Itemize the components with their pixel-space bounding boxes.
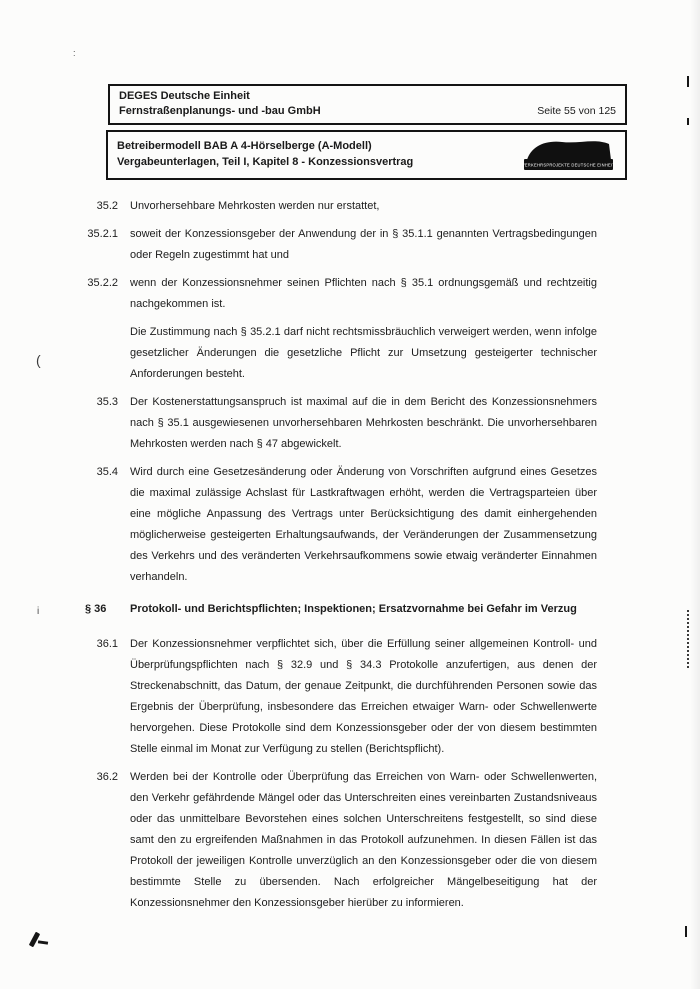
section-number: 35.2.1 — [87, 228, 118, 240]
scan-artifact: : — [73, 48, 76, 58]
section-text: soweit der Konzessionsgeber der Anwendung der in § 35.1.1 genannten Vertragsbedingungen oder Regeln zugestimmt hat und — [130, 228, 597, 261]
scan-artifact — [685, 926, 687, 937]
doc-title-line2: Vergabeunterlagen, Teil I, Kapitel 8 - Konzessionsvertrag — [117, 156, 414, 168]
scan-artifact — [687, 610, 689, 668]
paragraph-36-1 — [85, 634, 597, 760]
section-number: 36.1 — [96, 638, 118, 650]
section-heading-text: Protokoll- und Berichtspflichten; Inspektionen; Ersatzvornahme bei Gefahr im Verzug — [130, 603, 577, 615]
company-name-line1: DEGES Deutsche Einheit — [119, 90, 250, 102]
scan-artifact — [38, 940, 48, 944]
scan-artifact: i — [37, 606, 40, 617]
paragraph-unnumbered — [85, 322, 597, 385]
logo-caption: VERKEHRSPROJEKTE DEUTSCHE EINHEIT — [522, 162, 616, 168]
scan-edge-shading — [690, 0, 700, 989]
header-title-box — [106, 130, 627, 180]
section-text: Werden bei der Kontrolle oder Überprüfung das Erreichen von Warn- oder Schwellenwerten, den Verkehr gefährdende Mängel oder das Unterschreiten eines vereinbarten Zustandsniveaus oder das unmittelbare Bevorstehen eines solchen Unterschreitens festgestellt, so sind diese samt den zu ergreifenden Maßnahmen in das Protokoll aufzunehmen. In diesen Fällen ist das Protokoll der jeweiligen Kontrolle unverzüglich an den Konzessionsgeber oder die von diesem bestimmte Stelle zu übersenden. Nach erfolgreicher Mängelbeseitigung hat der Konzessionsnehmer den Konzessionsgeber hierüber zu informieren. — [130, 771, 597, 909]
section-text: Der Konzessionsnehmer verpflichtet sich, über die Erfüllung seiner allgemeinen Kontroll- und Überprüfungspflichten nach § 32.9 und § 34.3 Protokolle anzufertigen, aus denen der Streckenabschnitt, das Datum, der genaue Zeitpunkt, die durchführenden Personen sowie das Ergebnis der Überprüfung, insbesondere das Erreichen etwaiger Warn- oder Schwellenwerte hervorgehen. Diese Protokolle sind dem Konzessionsgeber oder der von diesem bestimmten Stelle einmal im Monat zur Verfügung zu stellen (Berichtspflicht). — [130, 638, 597, 755]
company-name-line2: Fernstraßenplanungs- und -bau GmbH — [119, 105, 321, 117]
section-text: wenn der Konzessionsnehmer seinen Pflichten nach § 35.1 ordnungsgemäß und rechtzeitig nachgekommen ist. — [130, 277, 597, 310]
section-number: 36.2 — [96, 771, 118, 783]
section-text: Unvorhersehbare Mehrkosten werden nur erstattet, — [130, 200, 380, 212]
paragraph-35-3 — [85, 392, 597, 455]
paragraph-36-2 — [85, 767, 597, 914]
header-company-box — [108, 84, 627, 125]
paragraph-35-2-2 — [85, 273, 597, 315]
section-number: § 36 — [85, 603, 107, 615]
verkehrsprojekte-deutsche-einheit-logo-icon — [522, 137, 616, 175]
section-text: Der Kostenerstattungsanspruch ist maximal auf die in dem Bericht des Konzessionsnehmers nach § 35.1 ausgewiesenen unvorhersehbaren Mehrkosten beschränkt. Die unvorhersehbaren Mehrkosten werden nach § 47 abgewickelt. — [130, 396, 597, 450]
section-number — [85, 322, 118, 385]
document-body — [85, 196, 597, 921]
page-number: Seite 55 von 125 — [537, 105, 616, 117]
section-number: 35.4 — [96, 466, 118, 478]
paragraph-35-2 — [85, 196, 597, 217]
section-heading-36 — [85, 599, 597, 620]
section-text: Die Zustimmung nach § 35.2.1 darf nicht rechtsmissbräuchlich verweigert werden, wenn infolge gesetzlicher Änderungen die gesetzliche Pflicht zur Umsetzung gesteigerter technischer Anforderungen besteht. — [130, 326, 597, 380]
scan-artifact — [687, 118, 689, 125]
paragraph-35-2-1 — [85, 224, 597, 266]
doc-title-line1: Betreibermodell BAB A 4-Hörselberge (A-Modell) — [117, 140, 372, 152]
section-number: 35.2 — [96, 200, 118, 212]
section-text: Wird durch eine Gesetzesänderung oder Änderung von Vorschriften aufgrund eines Gesetzes die maximal zulässige Achslast für Lastkraftwagen erhöht, werden die Vertragsparteien über eine mögliche Anpassung des Vertrags unter Berücksichtigung des damit einhergehenden möglicherweise gesteigerten Erhaltungsaufwands, der Veränderungen der Zusammensetzung des Verkehrs und des veränderten Verkehrsaufkommens sowie etwaig veränderter Einnahmen verhandeln. — [130, 466, 597, 583]
section-number: 35.2.2 — [87, 277, 118, 289]
paragraph-35-4 — [85, 462, 597, 588]
scan-artifact — [687, 76, 689, 87]
section-number: 35.3 — [96, 396, 118, 408]
scan-artifact: ( — [36, 352, 41, 368]
